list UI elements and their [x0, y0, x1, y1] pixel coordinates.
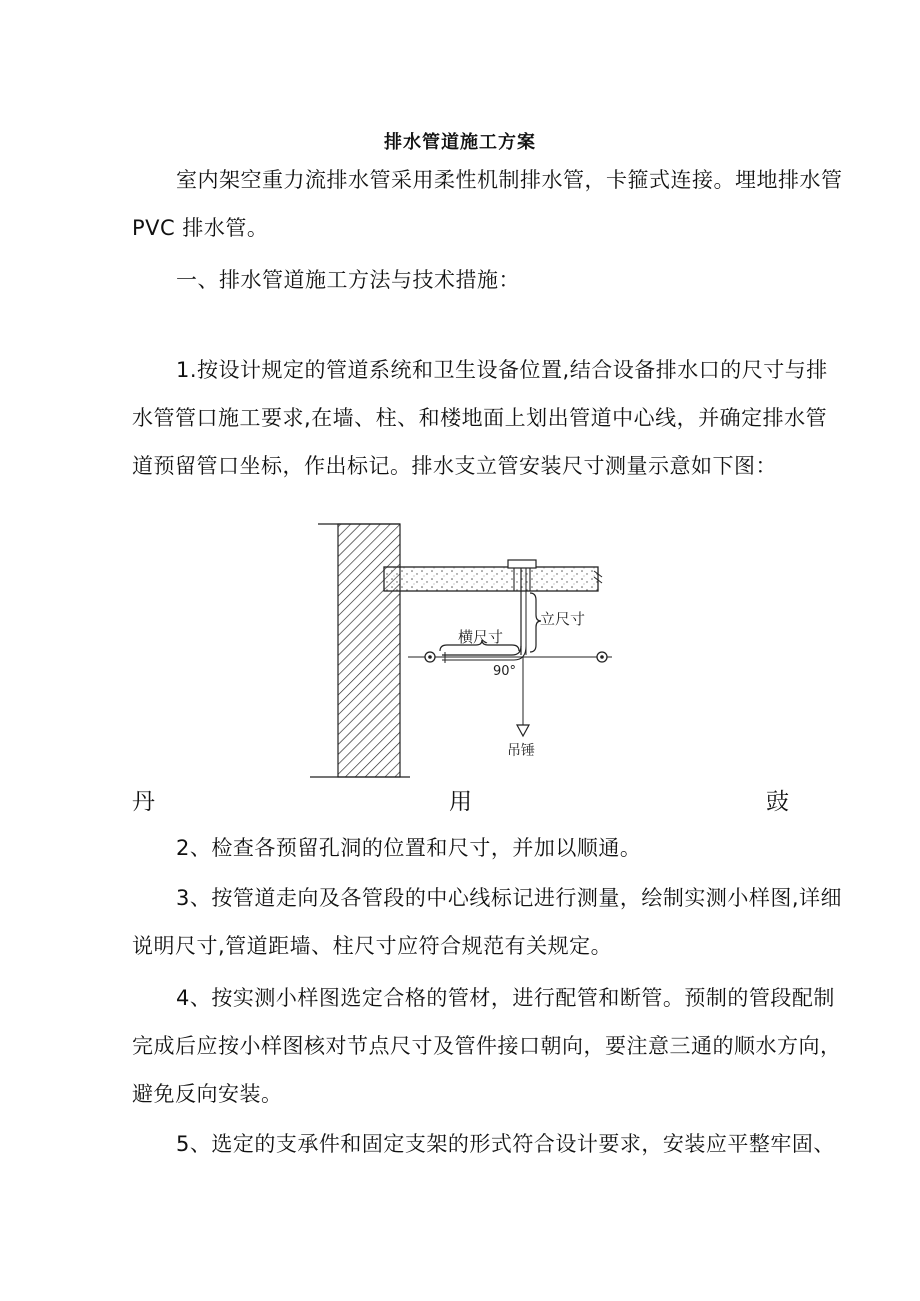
paragraph-4-line-2: 完成后应按小样图核对节点尺寸及管件接口朝向，要注意三通的顺水方向，	[132, 1034, 842, 1058]
angle-label: 90°	[493, 664, 517, 679]
right-anchor-icon	[597, 652, 607, 662]
left-anchor-icon	[425, 652, 435, 662]
document-title: 排水管道施工方案	[384, 132, 536, 153]
paragraph-1-line-1: 1.按设计规定的管道系统和卫生设备位置,结合设备排水口的尺寸与排	[176, 358, 828, 382]
paragraph-1-line-2: 水管管口施工要求,在墙、柱、和楼地面上划出管道中心线，并确定排水管	[132, 406, 828, 430]
paragraph-5-line-1: 5、选定的支承件和固定支架的形式符合设计要求，安装应平整牢固、	[176, 1132, 835, 1156]
wall-shape	[310, 524, 410, 777]
paragraph-4-line-1: 4、按实测小样图选定合格的管材，进行配管和断管。预制的管段配制	[176, 986, 835, 1010]
pipe-measurement-diagram	[300, 505, 620, 790]
paragraph-1-line-3: 道预留管口坐标，作出标记。排水支立管安装尺寸测量示意如下图：	[132, 454, 777, 478]
caption-middle: 用	[449, 789, 472, 815]
plumb-weight-icon	[517, 725, 529, 736]
vertical-size-label: 立尺寸	[540, 610, 586, 628]
intro-line-2: PVC 排水管。	[132, 216, 269, 240]
caption-right: 豉	[766, 789, 789, 815]
horizontal-size-label: 横尺寸	[458, 628, 504, 646]
horizontal-pipe-line	[442, 646, 521, 655]
paragraph-3-line-1: 3、按管道走向及各管段的中心线标记进行测量，绘制实测小样图,详细	[176, 886, 843, 910]
intro-line-1: 室内架空重力流排水管采用柔性机制排水管，卡箍式连接。埋地排水管	[176, 168, 843, 192]
floor-slab-shape	[384, 567, 602, 591]
paragraph-4-line-3: 避免反向安装。	[132, 1082, 283, 1106]
section-heading-1: 一、排水管道施工方法与技术措施：	[176, 268, 520, 292]
paragraph-3-line-2: 说明尺寸,管道距墙、柱尺寸应符合规范有关规定。	[132, 934, 613, 958]
caption-left: 丹	[132, 789, 155, 815]
paragraph-2-line-1: 2、检查各预留孔洞的位置和尺寸，并加以顺通。	[176, 836, 642, 860]
plumb-label: 吊锤	[507, 743, 535, 759]
